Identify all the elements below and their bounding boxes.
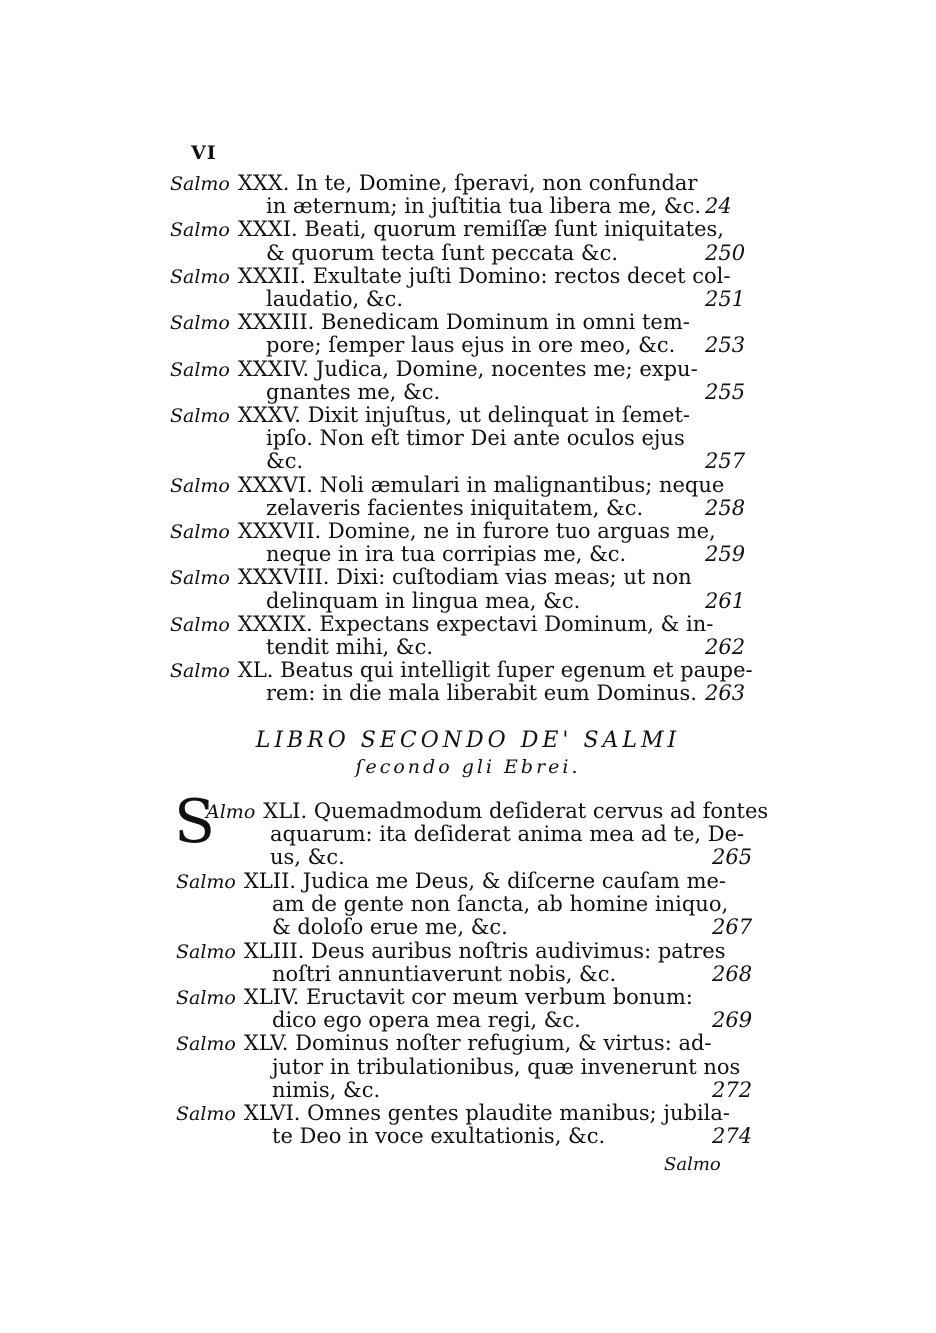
entry-text: in æternum; in juſtitia tua libera me, &c. [266,194,702,219]
entry-text: Quemadmodum deſiderat cervus ad fontes [313,799,769,823]
entry-continuation-line [266,590,580,613]
entry-text: Omnes gentes plaudite manibus; jubila- [307,1101,730,1125]
entry-first-line [170,172,697,196]
entry-first-line [206,800,768,824]
entry-text: Judica, Domine, nocentes me; expu- [315,356,698,381]
psalm-number: XXXVII. [237,519,328,543]
entry-continuation-line [266,497,643,520]
entry-text: Noli æmulari in malignantibus; neque [319,472,725,497]
entry-text: ipſo. Non eſt timor Dei ante oculos ejus [266,426,685,451]
psalm-number: XXXV. [237,403,308,427]
entry-text: &c. [266,449,304,474]
page-number: 250 [705,240,746,265]
psalm-number: XXXII. [237,263,313,288]
entry-first-line [170,659,753,683]
entry-text: noſtri annuntiaverunt nobis, &c. [272,961,617,986]
entry-text: dico ego opera mea regi, &c. [272,1008,581,1033]
entry-text: tendit mihi, &c. [266,635,434,659]
salmo-label: Salmo [170,312,230,335]
psalm-number: XLIII. [243,938,312,963]
entry-continuation-line [272,1056,740,1079]
entry-text: us, &c. [270,845,345,870]
page-number: 261 [705,588,746,613]
salmo-label: Salmo [176,940,236,963]
entry-first-line [170,520,716,544]
entry-continuation-line [266,427,685,450]
salmo-label: Salmo [170,567,230,590]
entry-text: Dixit injuſtus, ut delinquat in ſemet- [307,403,691,427]
entry-continuation-line [266,242,618,265]
page-number: 253 [705,333,746,358]
entry-continuation-line [266,543,626,566]
entry-continuation-line [272,916,508,939]
entry-text: Beatus qui intelligit ſuper egenum et paupe- [280,658,753,683]
entry-text: delinquam in lingua mea, &c. [266,588,581,613]
entry-text: Eructavit cor meum verbum bonum: [305,985,693,1009]
entry-text: rem: in die mala liberabit eum Dominus. [266,681,697,706]
page-number: 24 [705,194,732,219]
entry-continuation-line [266,682,697,705]
entry-text: Benedicam Dominum in omni tem- [320,310,690,335]
entry-text: am de gente non ſancta, ab homine iniquo, [272,892,729,917]
page-number: 259 [705,542,746,567]
salmo-label: Salmo [170,474,230,497]
entry-first-line [170,474,724,498]
entry-text: & doloſo erue me, &c. [272,915,508,940]
page-number: 263 [705,681,746,706]
salmo-label: Salmo [170,265,230,288]
salmo-label: Salmo [170,219,230,242]
psalm-number: XXX. [237,171,297,195]
page-number: 274 [712,1124,753,1149]
psalm-number: XXXIII. [237,310,321,335]
psalm-number: XXXI. [237,217,305,242]
section-title: LIBRO SECONDO DE' SALMI [255,728,681,753]
entry-continuation-line [272,1079,380,1102]
page-number: 272 [712,1077,753,1102]
salmo-label: Salmo [170,521,230,543]
entry-text: Judica me Deus, & diſcerne cauſam me- [302,869,727,893]
salmo-label: Salmo [170,613,230,636]
entry-first-line [170,404,690,428]
section-subtitle: ſecondo gli Ebrei. [355,756,581,778]
entry-first-line [170,566,692,590]
psalm-number: XLVI. [243,1101,308,1125]
drop-cap: S [174,787,216,857]
entry-first-line [170,613,713,637]
entry-continuation-line [266,195,701,218]
entry-text: Dominus noſter refugium, & virtus: ad- [295,1031,712,1056]
psalm-number: XLV. [243,1031,296,1056]
entry-text: & quorum tecta ſunt peccata &c. [266,240,619,265]
entry-first-line [176,870,726,894]
psalm-number: XL. [237,658,281,683]
page-number: 265 [712,845,753,870]
entry-continuation-line [266,450,303,473]
entry-text: zelaveris facientes iniquitatem, &c. [266,495,644,520]
page-number: 262 [705,635,746,659]
entry-text: te Deo in voce exultationis, &c. [272,1124,606,1149]
entry-text: nimis, &c. [272,1077,381,1102]
salmo-label-rest: Almo [206,801,256,823]
entry-text: Dixi: cuſtodiam vias meas; ut non [336,565,692,590]
entry-first-line [176,1032,712,1056]
entry-continuation-line [266,636,433,659]
page-number: 258 [705,495,746,520]
salmo-label: Salmo [176,987,236,1009]
entry-continuation-line [272,1125,605,1148]
psalm-number: XXXVIII. [237,565,337,590]
psalm-number: XLIV. [243,985,306,1009]
salmo-label: Salmo [170,173,230,195]
entry-first-line [170,311,690,335]
salmo-label: Salmo [170,358,230,381]
salmo-label: Salmo [176,871,236,893]
entry-continuation-line [272,963,616,986]
salmo-label: Salmo [170,405,230,427]
entry-text: laudatio, &c. [266,287,404,311]
salmo-label: Salmo [176,1033,236,1056]
entry-first-line [176,940,725,964]
entry-first-line [170,265,730,289]
entry-text: pore; ſemper laus ejus in ore meo, &c. [266,333,676,358]
catchword: Salmo [664,1154,721,1175]
entry-continuation-line [272,1009,581,1032]
psalm-number: XLII. [243,869,303,893]
entry-continuation-line [266,288,403,311]
page-folio: VI [191,142,217,164]
entry-text: aquarum: ita deſiderat anima mea ad te, De- [270,822,745,847]
page-number: 255 [705,379,746,404]
entry-text: Beati, quorum remiſſæ ſunt iniquitates, [304,217,724,242]
entry-first-line [170,358,698,382]
page-number: 269 [712,1008,753,1033]
page-number: 268 [712,961,753,986]
entry-first-line [176,986,693,1010]
entry-text: neque in ira tua corripias me, &c. [266,542,627,567]
psalm-number: XXXIV. [237,356,316,381]
psalm-number: XXXVI. [237,472,320,497]
entry-first-line [176,1102,730,1126]
entry-text: In te, Domine, ſperavi, non confundar [296,171,698,195]
salmo-label: Salmo [176,1103,236,1125]
entry-continuation-line [270,823,744,846]
entry-text: Expectans expectavi Dominum, & in- [319,611,714,636]
page-number: 267 [712,915,753,940]
entry-continuation-line [272,893,728,916]
entry-continuation-line [266,381,440,404]
entry-continuation-line [270,846,345,869]
entry-text: jutor in tribulationibus, quæ invenerunt nos [272,1054,741,1079]
psalm-number: XLI. [263,799,314,823]
entry-text: gnantes me, &c. [266,379,441,404]
salmo-label: Salmo [170,660,230,683]
entry-text: Domine, ne in furore tuo arguas me, [327,519,716,543]
psalm-number: XXXIX. [237,611,320,636]
page-number: 257 [705,449,746,474]
page-number: 251 [705,287,746,311]
entry-text: Exultate juſti Domino: rectos decet col- [312,263,731,288]
entry-text: Deus auribus noſtris audivimus: patres [311,938,726,963]
entry-continuation-line [266,334,675,357]
entry-first-line [170,218,724,242]
